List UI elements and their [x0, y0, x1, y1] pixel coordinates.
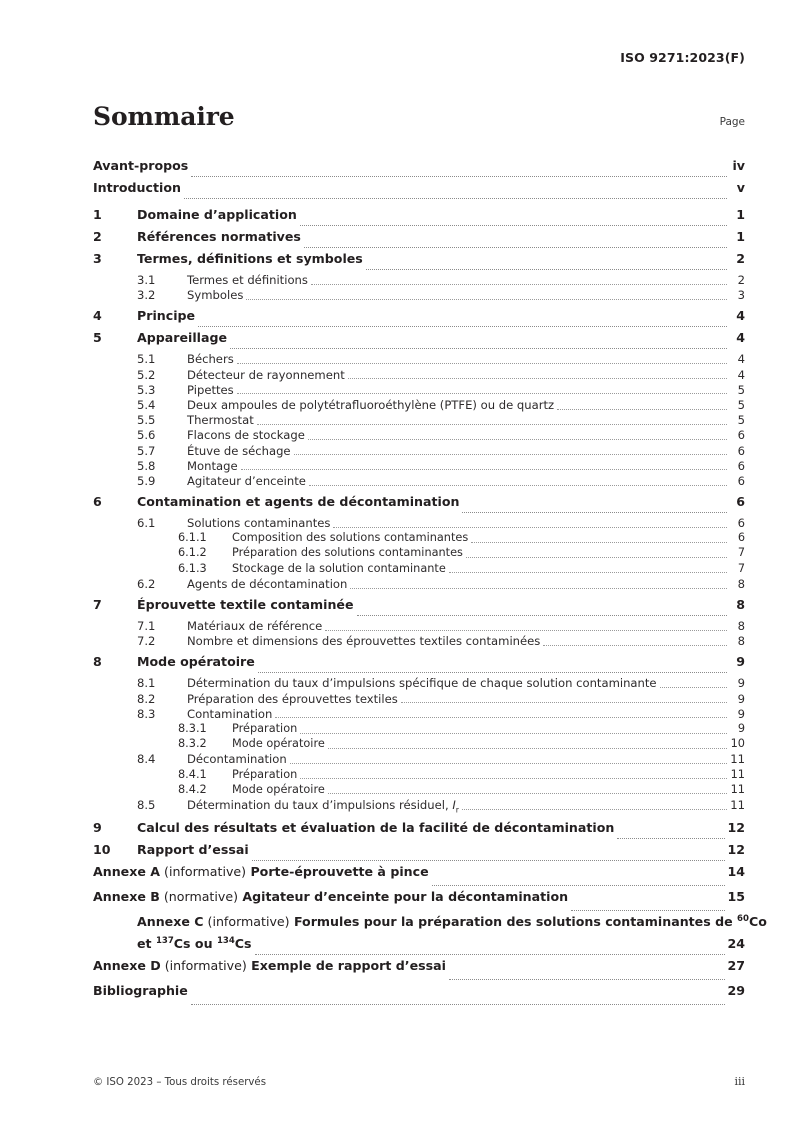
toc-entry-clause-8-4-2[interactable] [93, 783, 745, 798]
toc-entry-clause-5-1[interactable] [93, 352, 745, 367]
toc-entry-number: 8.1 [137, 676, 156, 691]
leader-dots [311, 284, 727, 285]
toc-entry-label: Bibliographie [93, 983, 188, 999]
isotope-mass-number: 60 [737, 913, 749, 924]
annex-kind: (informative) [207, 914, 290, 930]
toc-entry-clause-8-3-1[interactable] [93, 722, 745, 737]
toc-entry-number: 8.3 [137, 706, 156, 721]
toc-entry-label: Symboles [187, 288, 244, 303]
toc-entry-page: 8 [736, 597, 745, 612]
toc-entry-introduction[interactable] [93, 180, 745, 202]
toc-entry-number: 6.1.1 [178, 531, 207, 545]
toc-entry-page: 7 [737, 561, 745, 575]
toc-entry-clause-5[interactable] [93, 330, 745, 352]
toc-entry-page: 5 [737, 397, 745, 412]
toc-entry-clause-5-4[interactable] [93, 398, 745, 413]
table-of-contents [93, 158, 767, 1008]
leader-dots [237, 393, 727, 394]
toc-entry-label [93, 889, 571, 904]
toc-entry-clause-7-1[interactable] [93, 619, 745, 634]
leader-dots [237, 363, 727, 364]
leader-dots [366, 269, 727, 270]
toc-entry-number: 5.4 [137, 397, 156, 412]
toc-entry-clause-8-2[interactable] [93, 692, 745, 707]
toc-entry-avant-propos[interactable] [93, 158, 745, 180]
annex-label: Annexe B [93, 889, 160, 905]
toc-entry-number: 5.3 [137, 382, 156, 397]
toc-entry-number: 8.3.1 [178, 721, 207, 735]
annex-label: Annexe D [93, 958, 161, 974]
isotope-symbol: Cs [234, 936, 252, 952]
annex-kind: (informative) [164, 864, 247, 880]
toc-entry-annexe-b[interactable] [93, 889, 745, 914]
toc-entry-number: 10 [93, 842, 111, 858]
toc-entry-label: Matériaux de référence [187, 619, 323, 633]
leader-dots [294, 454, 727, 455]
toc-entry-number: 5.7 [137, 443, 156, 458]
toc-entry-clause-9[interactable] [93, 820, 745, 842]
toc-entry-clause-2[interactable] [93, 229, 745, 251]
toc-entry-label: Décontamination [187, 752, 287, 767]
toc-entry-page: 5 [737, 413, 745, 428]
toc-entry-page: 4 [737, 352, 745, 367]
toc-entry-label: Préparation [232, 767, 298, 781]
toc-entry-page: 12 [727, 820, 745, 836]
toc-entry-label: Préparation [232, 721, 298, 735]
toc-entry-number: 5.6 [137, 428, 156, 443]
toc-entry-clause-8-5[interactable] [93, 798, 745, 813]
toc-entry-page: 6 [737, 473, 745, 488]
toc-entry-page: 11 [730, 782, 745, 796]
toc-entry-label: Rapport d’essai [137, 842, 249, 858]
leader-dots [191, 176, 727, 177]
toc-entry-number: 7.2 [137, 634, 156, 649]
toc-entry-number: 8.4.1 [178, 767, 207, 781]
toc-entry-number: 6.1 [137, 516, 156, 531]
symbol-variable: I [452, 797, 456, 812]
leader-dots [328, 748, 727, 749]
toc-entry-label [137, 936, 255, 951]
toc-entry-number: 9 [93, 820, 102, 836]
toc-entry-label: Contamination et agents de décontamination [137, 494, 460, 510]
toc-entry-label: Principe [137, 308, 196, 324]
leader-dots [357, 615, 727, 616]
toc-entry-number: 2 [93, 229, 102, 244]
leader-dots [309, 485, 727, 486]
toc-entry-page: 27 [727, 958, 745, 974]
toc-entry-label: Avant-propos [93, 158, 189, 173]
toc-entry-page: 6 [737, 428, 745, 443]
toc-entry-label: Préparation des solutions contaminantes [232, 546, 463, 560]
toc-entry-label: Stockage de la solution contaminante [232, 561, 446, 575]
toc-entry-label: Mode opératoire [232, 782, 325, 796]
leader-dots [255, 954, 726, 955]
toc-entry-clause-8-1[interactable] [93, 676, 745, 691]
toc-entry-page: 6 [736, 494, 745, 510]
annex-kind: (normative) [163, 889, 238, 905]
leader-dots [328, 793, 727, 794]
toc-entry-annexe-a[interactable] [93, 864, 745, 889]
leader-dots [462, 512, 727, 513]
toc-entry-label: Détecteur de rayonnement [187, 367, 345, 382]
toc-entry-label: Deux ampoules de polytétrafluoroéthylène (PTFE) ou de quartz [187, 397, 555, 412]
toc-entry-clause-8-3[interactable] [93, 707, 745, 722]
toc-entry-label [93, 864, 432, 879]
toc-entry-label: Calcul des résultats et évaluation de la facilité de décontamination [137, 820, 615, 836]
toc-entry-number: 5.9 [137, 473, 156, 488]
toc-entry-clause-3-1[interactable] [93, 273, 745, 288]
toc-entry-label [137, 914, 770, 929]
annex-title: Agitateur d’enceinte pour la décontamination [242, 889, 569, 905]
toc-entry-page: 9 [737, 691, 745, 706]
leader-dots [432, 885, 726, 886]
leader-dots [325, 630, 727, 631]
toc-entry-number: 8.4 [137, 752, 156, 767]
toc-entry-page: 6 [737, 443, 745, 458]
toc-entry-clause-5-8[interactable] [93, 459, 745, 474]
toc-entry-label [187, 797, 462, 815]
toc-entry-page: 11 [730, 752, 745, 767]
toc-entry-page: iv [732, 158, 745, 173]
toc-entry-number: 3.2 [137, 288, 156, 303]
toc-entry-label: Domaine d’application [137, 207, 297, 222]
leader-dots [230, 348, 727, 349]
toc-entry-number: 7 [93, 597, 102, 612]
toc-entry-page: 29 [727, 983, 745, 999]
toc-entry-number: 6.2 [137, 576, 156, 591]
annex-title-continuation: et [137, 936, 156, 952]
toc-entry-number: 6.1.3 [178, 561, 207, 575]
toc-entry-page: 9 [737, 676, 745, 691]
leader-dots [557, 409, 727, 410]
leader-dots [304, 247, 727, 248]
toc-entry-label: Préparation des éprouvettes textiles [187, 691, 398, 706]
toc-entry-label: Introduction [93, 180, 181, 195]
leader-dots [252, 860, 726, 861]
toc-entry-number: 7.1 [137, 619, 156, 633]
isotope-mass-number: 134 [216, 935, 235, 946]
toc-entry-page: 15 [727, 889, 745, 905]
leader-dots [471, 542, 727, 543]
toc-entry-label: Appareillage [137, 330, 228, 346]
copyright-notice: © ISO 2023 – Tous droits réservés [93, 1077, 267, 1088]
toc-entry-label: Références normatives [137, 229, 301, 244]
page-footer [93, 1075, 745, 1088]
toc-entry-page: 8 [737, 634, 745, 649]
leader-dots [617, 838, 725, 839]
leader-dots [308, 439, 727, 440]
toc-entry-clause-5-9[interactable] [93, 474, 745, 489]
toc-entry-number: 8.2 [137, 691, 156, 706]
toc-entry-page: 8 [737, 619, 745, 633]
leader-dots [333, 527, 727, 528]
toc-entry-page: 2 [736, 251, 745, 266]
annex-title: Formules pour la préparation des solutions contaminantes de [293, 914, 738, 930]
leader-dots [275, 717, 727, 718]
toc-entry-clause-7-2[interactable] [93, 634, 745, 649]
leader-dots [198, 326, 727, 327]
toc-entry-label: Détermination du taux d’impulsions spécifique de chaque solution contaminante [187, 676, 657, 691]
toc-entry-label: Composition des solutions contaminantes [232, 531, 469, 545]
toc-entry-label: Béchers [187, 352, 234, 367]
toc-entry-number: 8.4.2 [178, 782, 207, 796]
isotope-symbol: Cs [173, 936, 191, 952]
toc-entry-number: 3 [93, 251, 102, 266]
leader-dots [348, 378, 727, 379]
leader-dots [449, 979, 726, 980]
toc-entry-clause-5-3[interactable] [93, 383, 745, 398]
toc-entry-annexe-c-continuation[interactable] [93, 936, 745, 958]
toc-entry-page: 5 [737, 382, 745, 397]
toc-entry-number: 5.1 [137, 352, 156, 367]
toc-entry-page: 11 [730, 797, 745, 812]
toc-entry-label: Mode opératoire [232, 737, 325, 751]
toc-entry-annexe-c[interactable] [93, 913, 767, 936]
leader-dots [258, 672, 727, 673]
leader-dots [571, 910, 725, 911]
toc-entry-page: 24 [727, 936, 745, 952]
toc-entry-page: 12 [727, 842, 745, 858]
annex-kind: (informative) [164, 958, 247, 974]
page-title: Sommaire [93, 102, 235, 131]
toc-entry-clause-8-4-1[interactable] [93, 768, 745, 783]
leader-dots [300, 778, 727, 779]
toc-entry-label: Agents de décontamination [187, 576, 348, 591]
leader-dots [350, 588, 727, 589]
toc-entry-number: 8.5 [137, 797, 156, 812]
leader-dots [449, 572, 727, 573]
toc-entry-page: 14 [727, 864, 745, 880]
isotope-symbol: Co [748, 914, 767, 930]
toc-entry-page: 4 [736, 330, 745, 346]
toc-entry-clause-5-2[interactable] [93, 368, 745, 383]
toc-entry-clause-6-1-1[interactable] [93, 531, 745, 546]
toc-entry-clause-6-1-2[interactable] [93, 546, 745, 561]
toc-entry-page: 1 [736, 207, 745, 222]
toc-entry-label: Agitateur d’enceinte [187, 473, 306, 488]
toc-entry-clause-6-1[interactable] [93, 516, 745, 531]
toc-entry-label: Termes et définitions [187, 273, 308, 287]
toc-entry-page: 11 [730, 767, 745, 781]
toc-entry-page: 9 [737, 721, 745, 735]
leader-dots [660, 687, 727, 688]
annex-label: Annexe A [93, 864, 161, 880]
toc-entry-page: 6 [737, 516, 745, 531]
toc-entry-page: 9 [737, 706, 745, 721]
toc-entry-label [93, 958, 449, 973]
toc-entry-clause-5-7[interactable] [93, 444, 745, 459]
toc-entry-page: 4 [736, 308, 745, 324]
toc-entry-number: 3.1 [137, 273, 156, 287]
page-folio: iii [734, 1075, 745, 1088]
toc-entry-clause-10[interactable] [93, 842, 745, 864]
conjunction: ou [190, 936, 217, 952]
leader-dots [241, 469, 727, 470]
toc-entry-label: Pipettes [187, 382, 234, 397]
leader-dots [401, 702, 727, 703]
toc-entry-clause-4[interactable] [93, 308, 745, 330]
toc-entry-page: 4 [737, 367, 745, 382]
toc-entry-label: Étuve de séchage [187, 443, 291, 458]
toc-entry-number: 8 [93, 654, 102, 670]
toc-entry-page: 7 [737, 546, 745, 560]
toc-entry-clause-6-1-3[interactable] [93, 562, 745, 577]
toc-entry-label: Éprouvette textile contaminée [137, 597, 354, 612]
toc-entry-clause-6-2[interactable] [93, 577, 745, 592]
toc-entry-label: Solutions contaminantes [187, 516, 331, 531]
annex-label: Annexe C [137, 914, 204, 930]
leader-dots [300, 225, 727, 226]
toc-entry-bibliographie[interactable] [93, 983, 745, 1008]
toc-entry-clause-8-3-2[interactable] [93, 737, 745, 752]
toc-entry-label: Thermostat [187, 413, 254, 428]
toc-entry-annexe-d[interactable] [93, 958, 745, 983]
toc-entry-clause-7[interactable] [93, 597, 745, 619]
toc-entry-clause-6[interactable] [93, 494, 745, 516]
document-reference: ISO 9271:2023(F) [620, 50, 745, 65]
leader-dots [246, 299, 727, 300]
toc-entry-page: 9 [736, 654, 745, 670]
toc-entry-number: 6 [93, 494, 102, 510]
toc-entry-page: 10 [730, 737, 745, 751]
leader-dots [290, 763, 727, 764]
annex-title: Porte-éprouvette à pince [250, 864, 429, 880]
toc-entry-label: Nombre et dimensions des éprouvettes textiles contaminées [187, 634, 541, 649]
toc-entry-page: 2 [737, 273, 745, 287]
toc-entry-number: 5 [93, 330, 102, 346]
leader-dots [191, 1004, 726, 1005]
symbol-subscript: r [455, 805, 460, 815]
leader-dots [300, 733, 727, 734]
toc-entry-number: 4 [93, 308, 102, 324]
annex-title: Exemple de rapport d’essai [251, 958, 446, 974]
title-row [93, 104, 745, 129]
toc-entry-number: 5.8 [137, 458, 156, 473]
toc-entry-label: Termes, définitions et symboles [137, 251, 363, 266]
toc-entry-clause-1[interactable] [93, 207, 745, 229]
toc-entry-page: 6 [737, 531, 745, 545]
toc-entry-clause-8-4[interactable] [93, 752, 745, 767]
toc-entry-number: 5.2 [137, 367, 156, 382]
leader-dots [543, 645, 727, 646]
toc-entry-page: v [736, 180, 745, 195]
toc-entry-number: 5.5 [137, 413, 156, 428]
leader-dots [257, 424, 727, 425]
toc-entry-clause-5-6[interactable] [93, 428, 745, 443]
toc-entry-clause-8[interactable] [93, 654, 745, 676]
toc-entry-label: Montage [187, 458, 238, 473]
toc-entry-label: Flacons de stockage [187, 428, 305, 443]
toc-entry-label: Contamination [187, 706, 273, 721]
toc-entry-label: Mode opératoire [137, 654, 255, 670]
toc-entry-page: 3 [737, 288, 745, 303]
toc-entry-page: 8 [737, 576, 745, 591]
leader-dots [462, 809, 727, 810]
toc-entry-page: 1 [736, 229, 745, 244]
toc-entry-number: 8.3.2 [178, 737, 207, 751]
toc-entry-number: 6.1.2 [178, 546, 207, 560]
page-column-header: Page [719, 116, 745, 128]
toc-entry-clause-3[interactable] [93, 251, 745, 273]
leader-dots [184, 198, 727, 199]
toc-entry-label-text: Détermination du taux d’impulsions résiduel, [187, 797, 453, 812]
toc-entry-page: 6 [737, 458, 745, 473]
isotope-mass-number: 137 [155, 935, 174, 946]
toc-entry-number: 1 [93, 207, 102, 222]
toc-entry-clause-5-5[interactable] [93, 413, 745, 428]
toc-entry-clause-3-2[interactable] [93, 288, 745, 303]
leader-dots [466, 557, 727, 558]
